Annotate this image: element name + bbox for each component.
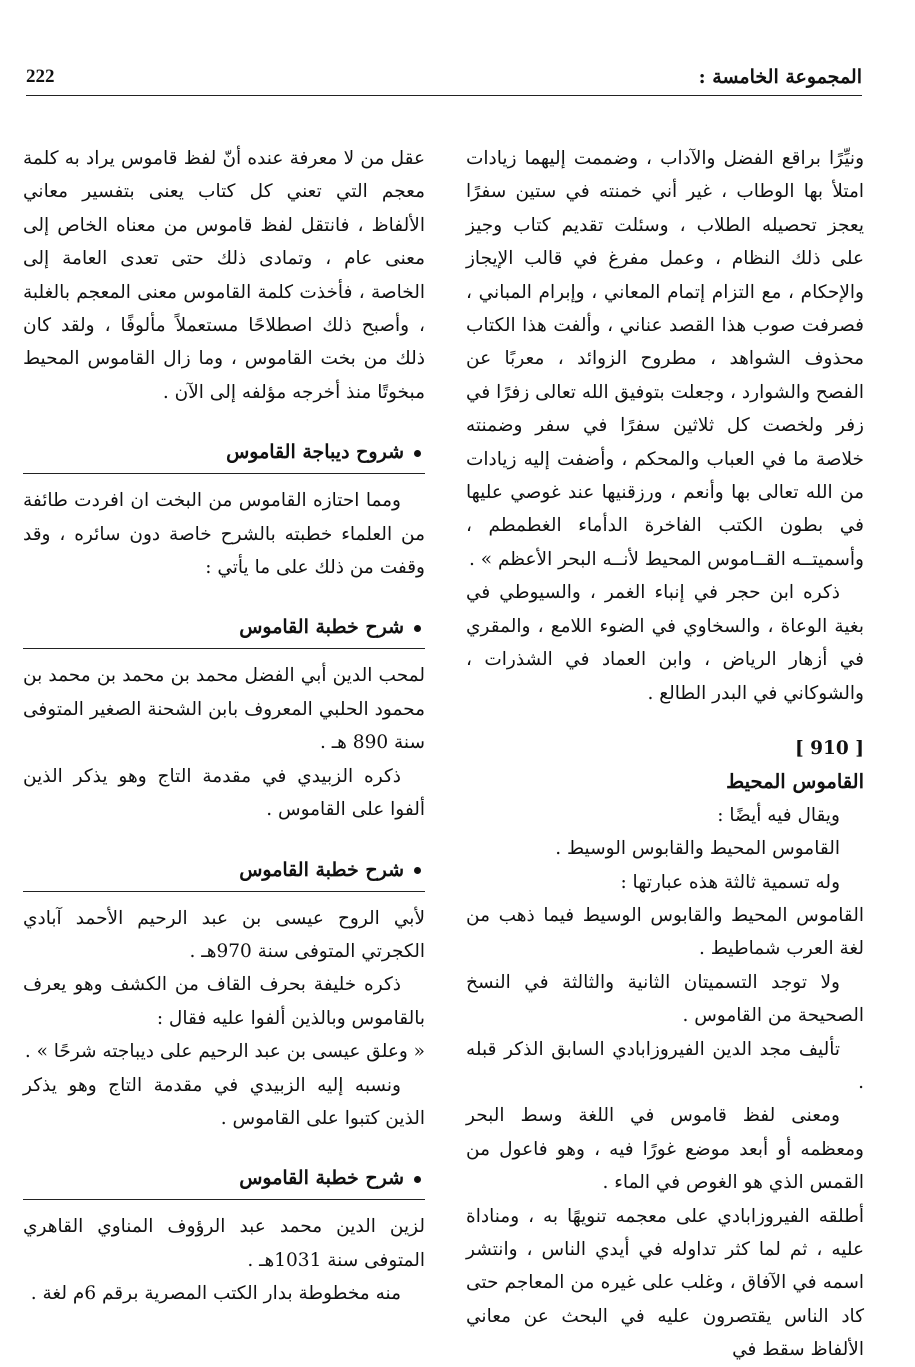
bullet-icon	[414, 867, 421, 874]
continuation-paragraph: عقل من لا معرفة عنده أنّ لفظ قاموس يراد به كلمة معجم التي تعني كل كتاب يعنى بتفسير معاني الألفاظ ، فانتقل لفظ قاموس من معناه الخاص إلى معنى عام ، وتمادى ذلك حتى تعدى العامة إلى الخاصة ، فأخذت كلمة القاموس معنى المعجم بالغلبة ، وأصبح ذلك اصطلاحًا مستعملاً مألوفًا ، ولقد كان ذلك من بخت القاموس ، وما زال القاموس المحيط مبخوتًا منذ أخرجه مؤلفه إلى الآن .	[23, 148, 425, 403]
bullet-icon	[414, 1176, 421, 1183]
section-paragraph: لأبي الروح عيسى بن عبد الرحيم الأحمد آبادي الكجرتي المتوفى سنة 970هـ .	[23, 907, 425, 962]
section-paragraph: « وعلق عيسى بن عبد الرحيم على ديباجته شرحًا » .	[24, 1041, 425, 1063]
section-heading-text: شرح خطبة القاموس	[239, 858, 404, 881]
entry-title: القاموس المحيط	[726, 770, 864, 794]
section-heading-text: شرح خطبة القاموس	[239, 1167, 404, 1190]
page-header	[26, 62, 862, 96]
section-rule	[23, 473, 425, 474]
section-rule	[23, 891, 425, 892]
section-paragraph: ذكره الزبيدي في مقدمة التاج وهو يذكر الذين ألفوا على القاموس .	[23, 765, 425, 821]
section-heading	[23, 437, 425, 473]
alt-title: القاموس المحيط والقابوس الوسيط .	[555, 838, 840, 860]
section-paragraph: ذكره خليفة بحرف القاف من الكشف وهو يعرف بالقاموس وبالذين ألفوا عليه فقال :	[23, 974, 425, 1029]
section-heading	[23, 612, 425, 648]
third-name: القاموس المحيط والقابوس الوسيط فيما ذهب من لغة العرب شماطيط .	[466, 904, 864, 960]
right-column	[466, 142, 864, 1367]
section-heading-text: شروح ديباجة القاموس	[226, 441, 404, 464]
bullet-icon	[414, 450, 421, 457]
section	[23, 612, 425, 826]
section-heading	[23, 1163, 425, 1199]
usage-paragraph: أطلقه الفيروزابادي على معجمه تنويهًا به ، ومناداة عليه ، ثم لما كثر تداوله في أيدي الناس ، وانتشر اسمه في الآفاق ، وغلب على غيره من المعاجم حتى كاد الناس يقتصرون عليه في البحث عن معاني الألفاظ سقط في	[466, 1205, 864, 1361]
header-rule	[26, 95, 862, 96]
page-number: 222	[26, 66, 55, 87]
section	[23, 1163, 425, 1310]
section-paragraph: لمحب الدين أبي الفضل محمد بن محمد بن محمد بن محمود الحلبي المعروف بابن الشحنة الصغير المتوفى سنة 890 هـ .	[23, 665, 425, 754]
section	[23, 437, 425, 584]
section-rule	[23, 1199, 425, 1200]
section	[23, 855, 425, 1136]
section-rule	[23, 648, 425, 649]
meaning-paragraph: ومعنى لفظ قاموس في اللغة وسط البحر ومعظمه أو أبعد موضع غورًا فيه ، وهو فاعول من القمس الذي هو الغوص في الماء .	[466, 1105, 864, 1194]
section-paragraph: منه مخطوطة بدار الكتب المصرية برقم 6م لغة .	[30, 1283, 401, 1305]
section-paragraph: ومما احتازه القاموس من البخت ان افردت طائفة من العلماء خطبته بالشرح خاصة دون سائره ، وقد وقفت من ذلك على ما يأتي :	[23, 490, 425, 579]
left-column	[23, 142, 425, 1311]
sources-paragraph: ذكره ابن حجر في إنباء الغمر ، والسيوطي في بغية الوعاة ، والسخاوي في الضوء اللامع ، والمقري في أزهار الرياض ، وابن العماد في الشذرات ، والشوكاني في البدر الطالع .	[466, 582, 864, 704]
also-called: ويقال فيه أيضًا :	[717, 804, 840, 826]
section-heading-text: شرح خطبة القاموس	[239, 616, 404, 639]
entry-number: [ 910 ]	[794, 737, 864, 759]
note-paragraph: ولا توجد التسميتان الثانية والثالثة في النسخ الصحيحة من القاموس .	[466, 971, 864, 1027]
third-name-intro: وله تسمية ثالثة هذه عبارتها :	[620, 871, 840, 893]
section-heading	[23, 855, 425, 891]
author-paragraph: تأليف مجد الدين الفيروزابادي السابق الذكر قبله .	[466, 1038, 864, 1093]
running-title: المجموعة الخامسة :	[698, 66, 862, 88]
bullet-icon	[414, 625, 421, 632]
section-paragraph: لزين الدين محمد عبد الرؤوف المناوي القاهري المتوفى سنة 1031هـ .	[23, 1216, 425, 1271]
section-paragraph: ونسبه إليه الزبيدي في مقدمة التاج وهو يذكر الذين كتبوا على القاموس .	[23, 1074, 425, 1129]
quote-paragraph: ونيِّرًا براقع الفضل والآداب ، وضممت إليهما زيادات امتلأ بها الوطاب ، غير أني خمنته في ستين سفرًا يعجز تحصيله الطلاب ، وسئلت تقديم كتاب وجيز على ذلك النظام ، وعمل مفرغ في قالب الإيجاز والإحكام ، مع التزام إتمام المعاني ، وإبرام المباني ، فصرفت صوب هذا القصد عناني ، وألفت هذا الكتاب محذوف الشواهد ، مطروح الزوائد ، معربًا عن الفصح والشوارد ، وجعلت بتوفيق الله تعالى زفرًا في زفر ولخصت كل ثلاثين سفرًا في سفر وضمنته خلاصة ما في العباب والمحكم ، وأضفت إليه زيادات من الله تعالى بها وأنعم ، ورزقنيها عند غوصي عليها في بطون الكتب الفاخرة الدأماء الغطمطم ، وأسميتــه القــاموس المحيط لأنــه البحر الأعظم » .	[466, 148, 864, 570]
